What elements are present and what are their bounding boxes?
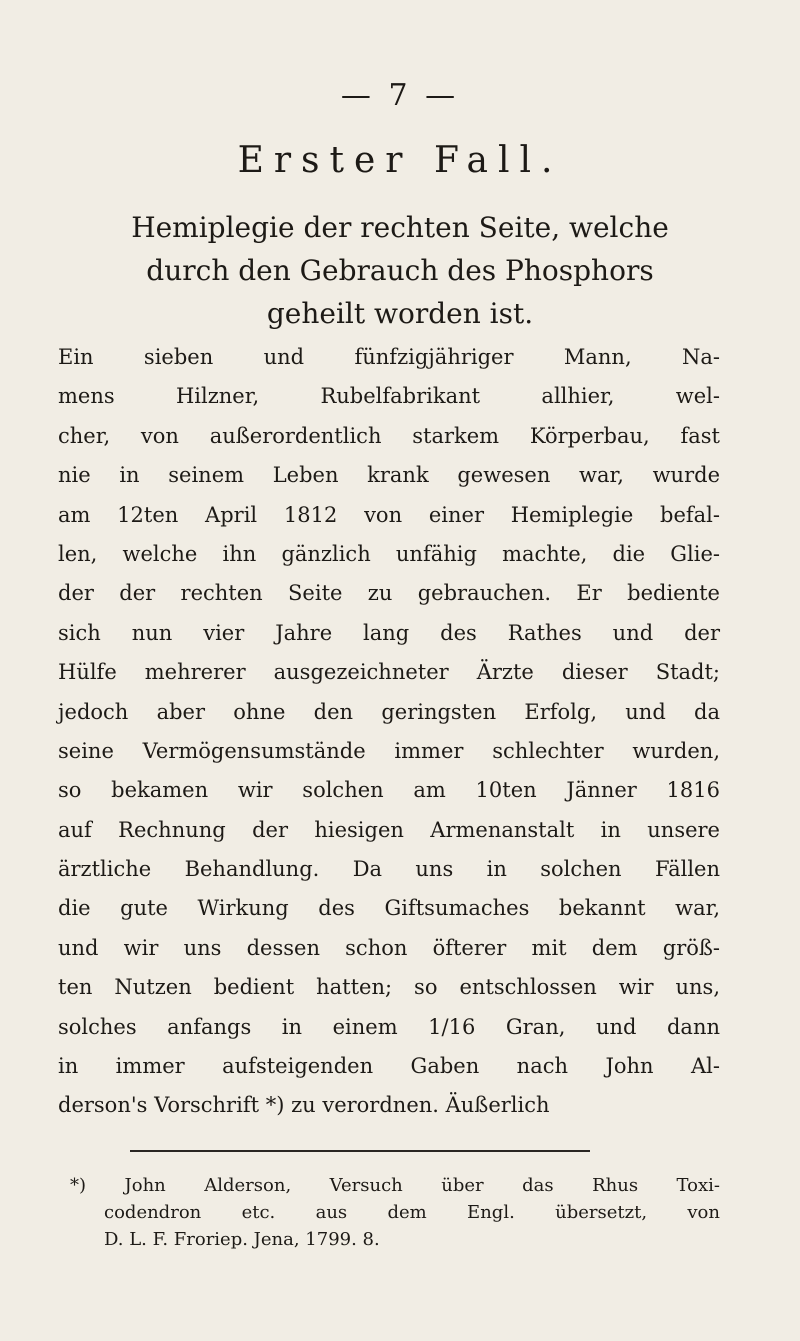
text-line: ärztliche Behandlung. Da uns in solchen Fällen — [58, 857, 720, 882]
text-line: jedoch aber ohne den geringsten Erfolg, und da — [58, 699, 720, 724]
text-line: ten Nutzen bedient hatten; so entschlossen wir uns, — [58, 975, 720, 1000]
text-line: seine Vermögensumstände immer schlechter wurden, — [58, 738, 720, 763]
text-line: cher, von außerordentlich starkem Körperbau, fast — [58, 423, 720, 448]
page-number: — 7 — — [340, 78, 460, 113]
body-text — [58, 338, 720, 1126]
footnote-divider — [130, 1150, 590, 1152]
text-line: solches anfangs in einem 1/16 Gran, und dann — [58, 1014, 720, 1039]
footnote — [70, 1172, 720, 1253]
text-line: so bekamen wir solchen am 10ten Jänner 1816 — [58, 778, 720, 803]
text-line: sich nun vier Jahre lang des Rathes und der — [58, 620, 720, 645]
text-line: len, welche ihn gänzlich unfähig machte, die Glie- — [58, 541, 720, 566]
section-subtitle: Hemiplegie der rechten Seite, welche durch den Gebrauch des Phosphors geheilt worden ist. — [131, 211, 669, 330]
footnote-line: *) John Alderson, Versuch über das Rhus Toxi- — [70, 1175, 720, 1196]
text-line: in immer aufsteigenden Gaben nach John Al- — [58, 1054, 720, 1079]
text-line: Hülfe mehrerer ausgezeichneter Ärzte dieser Stadt; — [58, 660, 720, 685]
footnote-line: codendron etc. aus dem Engl. übersetzt, von — [104, 1202, 720, 1223]
text-line: und wir uns dessen schon öfterer mit dem größ- — [58, 935, 720, 960]
footnote-line: D. L. F. Froriep. Jena, 1799. 8. — [104, 1229, 380, 1250]
text-line: Ein sieben und fünfzigjähriger Mann, Na- — [58, 345, 720, 369]
text-line: derson's Vorschrift *) zu verordnen. Äußerlich — [58, 1093, 550, 1118]
text-line: am 12ten April 1812 von einer Hemiplegie befal- — [58, 502, 720, 527]
section-heading: Erster Fall. — [237, 140, 563, 181]
text-line: die gute Wirkung des Giftsumaches bekannt war, — [58, 896, 720, 921]
text-line: auf Rechnung der hiesigen Armenanstalt in unsere — [58, 817, 720, 842]
text-line: der der rechten Seite zu gebrauchen. Er bediente — [58, 581, 720, 606]
text-line: mens Hilzner, Rubelfabrikant allhier, wel- — [58, 384, 720, 409]
text-line: nie in seinem Leben krank gewesen war, wurde — [58, 463, 720, 488]
